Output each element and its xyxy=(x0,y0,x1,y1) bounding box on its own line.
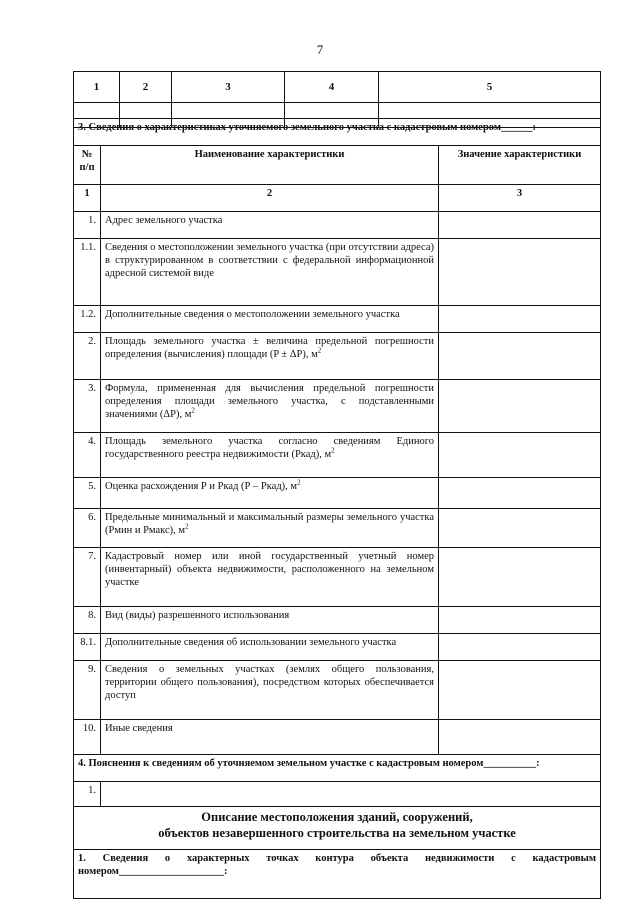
col-num-header: № п/п xyxy=(74,146,101,185)
characteristic-value[interactable] xyxy=(439,548,601,607)
characteristic-name xyxy=(101,239,439,306)
characteristic-text: Сведения о местоположении земельного участка (при отсутствии адреса) в структурированном в соответствии с федеральной информационной адресной системой виде xyxy=(105,242,434,279)
table-row xyxy=(74,509,601,548)
characteristic-text: Кадастровый номер или иной государственный учетный номер (инвентарный) объекта недвижимости, расположенного на земельном участке xyxy=(105,551,434,588)
characteristic-text: Оценка расхождения Р и Ркад (Р – Ркад), м xyxy=(105,481,298,492)
characteristic-value[interactable] xyxy=(439,720,601,755)
description-title-row xyxy=(74,807,601,850)
table-row xyxy=(74,548,601,607)
row-number: 6. xyxy=(74,509,101,548)
section-3-title-row xyxy=(74,119,601,146)
characteristic-value[interactable] xyxy=(439,478,601,509)
characteristic-name xyxy=(101,634,439,661)
table-row xyxy=(74,239,601,306)
description-title-line2: объектов незавершенного строительства на земельном участке xyxy=(158,826,516,840)
characteristic-name xyxy=(101,478,439,509)
characteristic-name xyxy=(101,306,439,333)
row-number: 3. xyxy=(74,380,101,433)
col-number: 1 xyxy=(74,185,101,212)
characteristic-text: Адрес земельного участка xyxy=(105,215,223,226)
row-number: 8.1. xyxy=(74,634,101,661)
row-number: 4. xyxy=(74,433,101,478)
table-row xyxy=(74,433,601,478)
header-cell: 5 xyxy=(379,72,601,103)
column-header-row xyxy=(74,146,601,185)
points-title-row xyxy=(74,850,601,899)
unit-superscript: 2 xyxy=(331,446,335,455)
table-row xyxy=(74,607,601,634)
characteristic-name xyxy=(101,433,439,478)
table-row xyxy=(74,720,601,755)
characteristic-name xyxy=(101,212,439,239)
characteristic-name xyxy=(101,509,439,548)
row-number: 10. xyxy=(74,720,101,755)
table-row xyxy=(74,782,601,807)
unit-superscript: 2 xyxy=(185,522,189,531)
characteristic-value[interactable] xyxy=(439,433,601,478)
page-number: 7 xyxy=(316,42,324,57)
characteristic-text: Дополнительные сведения об использовании земельного участка xyxy=(105,637,397,648)
table-header-row xyxy=(74,72,601,103)
col-number: 2 xyxy=(101,185,439,212)
characteristic-name xyxy=(101,607,439,634)
row-number: 7. xyxy=(74,548,101,607)
characteristic-name xyxy=(101,661,439,720)
characteristic-text: Сведения о земельных участках (землях общего пользования, территории общего пользования), посредством которых обеспечивается доступ xyxy=(105,664,434,701)
characteristic-text: Предельные минимальный и максимальный размеры земельного участка (Рмин и Рмакс), м xyxy=(105,512,434,536)
characteristics-rows xyxy=(74,212,601,755)
header-cell: 2 xyxy=(120,72,172,103)
table-row xyxy=(74,306,601,333)
unit-superscript: 2 xyxy=(297,478,301,487)
characteristic-value[interactable] xyxy=(439,661,601,720)
unit-superscript: 2 xyxy=(191,406,195,415)
characteristic-value[interactable] xyxy=(439,333,601,380)
characteristic-text: Вид (виды) разрешенного использования xyxy=(105,610,290,621)
section-4-title-row xyxy=(74,755,601,782)
table-row xyxy=(74,478,601,509)
column-number-row xyxy=(74,185,601,212)
section-4-title: 4. Пояснения к сведениям об уточняемом земельном участке с кадастровым номером__________: xyxy=(74,755,601,782)
characteristic-text: Иные сведения xyxy=(105,723,173,734)
table-row xyxy=(74,333,601,380)
characteristic-name xyxy=(101,548,439,607)
col-name-header: Наименование характеристики xyxy=(101,146,439,185)
table-row xyxy=(74,661,601,720)
row-number: 1. xyxy=(74,782,101,807)
characteristics-table xyxy=(73,118,601,899)
characteristic-name xyxy=(101,720,439,755)
characteristic-name xyxy=(101,380,439,433)
header-cell: 3 xyxy=(172,72,285,103)
characteristic-value[interactable] xyxy=(439,306,601,333)
col-value-header: Значение характеристики xyxy=(439,146,601,185)
characteristic-name xyxy=(101,333,439,380)
characteristic-value[interactable] xyxy=(439,607,601,634)
row-number: 5. xyxy=(74,478,101,509)
table-row xyxy=(74,380,601,433)
characteristic-text: Дополнительные сведения о местоположении земельного участка xyxy=(105,309,400,320)
row-number: 2. xyxy=(74,333,101,380)
table-row xyxy=(74,212,601,239)
characteristic-value[interactable] xyxy=(439,509,601,548)
unit-superscript: 2 xyxy=(317,346,322,355)
row-number: 1. xyxy=(74,212,101,239)
points-section-title: 1. Сведения о характерных точках контура объекта недвижимости с кадастровым номером____________________: xyxy=(74,850,601,899)
value-cell[interactable] xyxy=(101,782,601,807)
row-number: 1.2. xyxy=(74,306,101,333)
characteristic-value[interactable] xyxy=(439,380,601,433)
header-cell: 4 xyxy=(285,72,379,103)
header-cell: 1 xyxy=(74,72,120,103)
row-number: 1.1. xyxy=(74,239,101,306)
description-title xyxy=(74,807,601,850)
characteristic-value[interactable] xyxy=(439,634,601,661)
characteristic-value[interactable] xyxy=(439,239,601,306)
col-number: 3 xyxy=(439,185,601,212)
characteristic-text: Площадь земельного участка ± величина предельной погрешности определения (вычисления) площади (P ± ΔP), м xyxy=(105,336,434,360)
characteristic-text: Формула, примененная для вычисления предельной погрешности определения площади земельного участка, с подставленными значениями (ΔP), м xyxy=(105,383,434,420)
row-number: 9. xyxy=(74,661,101,720)
characteristic-text: Площадь земельного участка согласно сведениям Единого государственного реестра недвижимости (Ркад), м xyxy=(105,436,434,460)
row-number: 8. xyxy=(74,607,101,634)
table-row xyxy=(74,634,601,661)
description-title-line1: Описание местоположения зданий, сооружений, xyxy=(201,810,473,824)
section-3-title: 3. Сведения о характеристиках уточняемого земельного участка с кадастровым номером______: xyxy=(74,119,601,146)
characteristic-value[interactable] xyxy=(439,212,601,239)
